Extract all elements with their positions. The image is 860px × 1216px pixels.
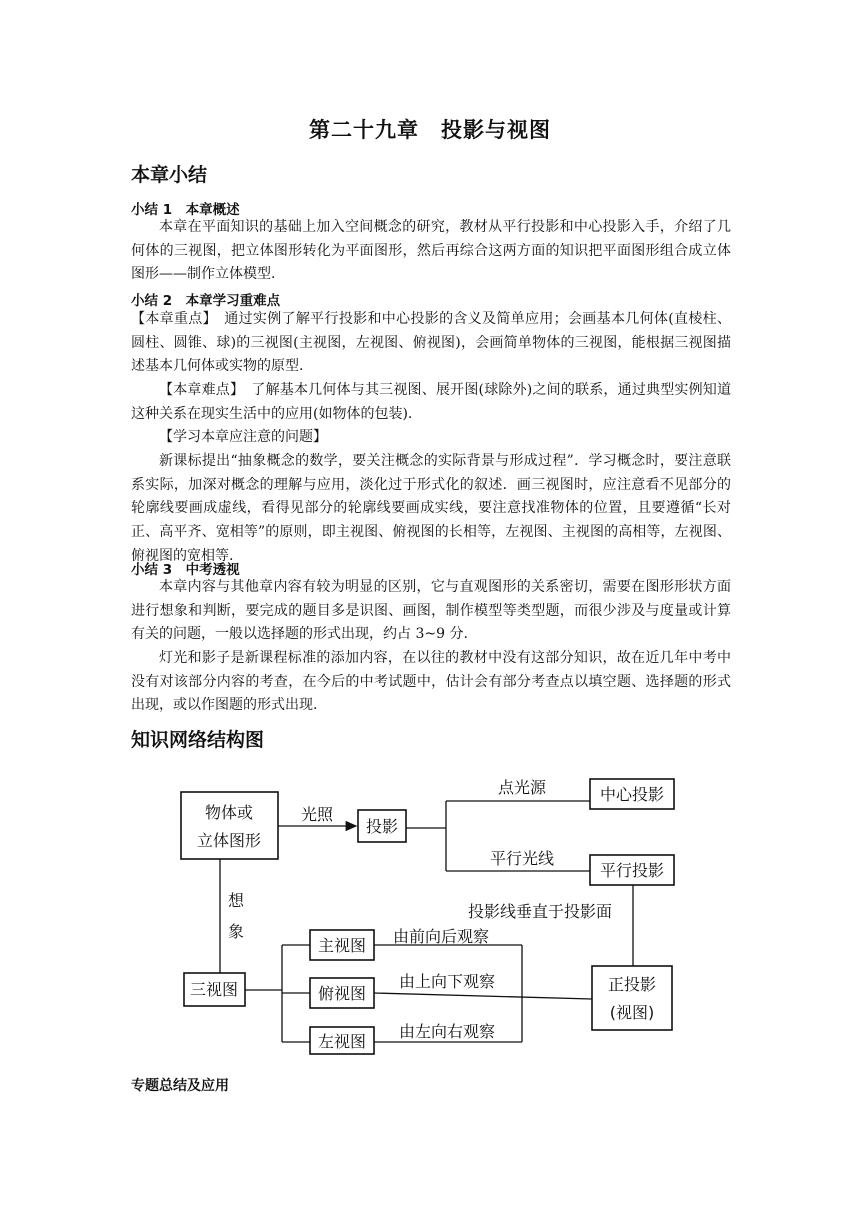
top-view-description: 由上向下观察 (398, 972, 496, 991)
summary-1-text: 本章在平面知识的基础上加入空间概念的研究，教材从平行投影和中心投影入手，介绍了几何体的三视图，把立体图形转化为平面图形，然后再综合这两方面的知识把平面图形组合成立体图形——制作立体模型. (131, 219, 731, 283)
top-view-label: 俯视图 (317, 984, 367, 1003)
central-projection-label: 中心投影 (599, 785, 665, 804)
exam-analysis-text-2: 灯光和影子是新课程标准的添加内容，在以往的教材中没有这部分知识，故在近几年中考中没有对该部分内容的考查，在今后的中考试题中，估计会有部分考查点以填空题、选择题的形式出现，或以作图题的形式出现. (131, 650, 731, 714)
point-source-label: 点光源 (497, 778, 547, 797)
front-view-description: 由前向后观察 (392, 927, 490, 946)
imagine-label-1: 想 (227, 891, 245, 910)
notes-label: 【学习本章应注意的问题】 (159, 429, 327, 445)
three-views-label: 三视图 (189, 980, 239, 999)
left-view-description: 由左向右观察 (398, 1022, 496, 1041)
perpendicular-label: 投影线垂直于投影面 (467, 902, 613, 921)
imagine-label-2: 象 (227, 922, 245, 941)
projection-label: 投影 (365, 817, 399, 836)
notes-text: 新课标提出“抽象概念的数学，要关注概念的实际背景与形成过程”．学习概念时，要注意联系实际，加深对概念的理解与应用，淡化过于形式化的叙述．画三视图时，应注意看不见部分的轮廓线要画成虚线，看得见部分的轮廓线要画成实线，要注意找准物体的位置，且要遵循“长对正、高平齐、宽相等”的原则，即主视图、俯视图的长相等，左视图、主视图的高相等，左视图、俯视图的宽相等. (131, 453, 731, 564)
orthographic-label-2: (视图) (609, 1003, 655, 1022)
section-heading-topics: 专题总结及应用 (131, 1078, 229, 1094)
orthographic-label-1: 正投影 (607, 975, 657, 994)
key-points-text: 【本章重点】 通过实例了解平行投影和中心投影的含义及简单应用；会画基本几何体(直棱柱、圆柱、圆锥、球)的三视图(主视图，左视图、俯视图)，会画简单物体的三视图，能根据三视图描述基本几何体或实物的原型. (131, 311, 731, 375)
knowledge-network-diagram (170, 755, 710, 1065)
summary-3-heading: 小结 3 中考透视 (131, 562, 240, 578)
summary-2-heading: 小结 2 本章学习重难点 (131, 293, 281, 309)
section-heading-summary: 本章小结 (131, 164, 208, 186)
front-view-label: 主视图 (317, 936, 367, 955)
parallel-light-label: 平行光线 (489, 849, 555, 868)
exam-analysis-text-1: 本章内容与其他章内容有较为明显的区别，它与直观图形的关系密切，需要在图形形状方面进行想象和判断，要完成的题目多是识图、画图，制作模型等类型题，而很少涉及与度量或计算有关的问题，一般以选择题的形式出现，约占 3~9 分. (131, 579, 731, 643)
parallel-projection-label: 平行投影 (599, 861, 665, 880)
connector (374, 993, 592, 999)
light-label: 光照 (300, 805, 334, 824)
left-view-label: 左视图 (317, 1032, 367, 1051)
difficult-points-text: 【本章难点】 了解基本几何体与其三视图、展开图(球除外)之间的联系，通过典型实例知道这种关系在现实生活中的应用(如物体的包装). (131, 382, 731, 422)
chapter-title: 第二十九章 投影与视图 (309, 118, 551, 142)
section-heading-network: 知识网络结构图 (131, 729, 265, 751)
object-label-2: 立体图形 (196, 831, 262, 850)
summary-1-heading: 小结 1 本章概述 (131, 202, 240, 218)
object-label-1: 物体或 (204, 803, 254, 822)
